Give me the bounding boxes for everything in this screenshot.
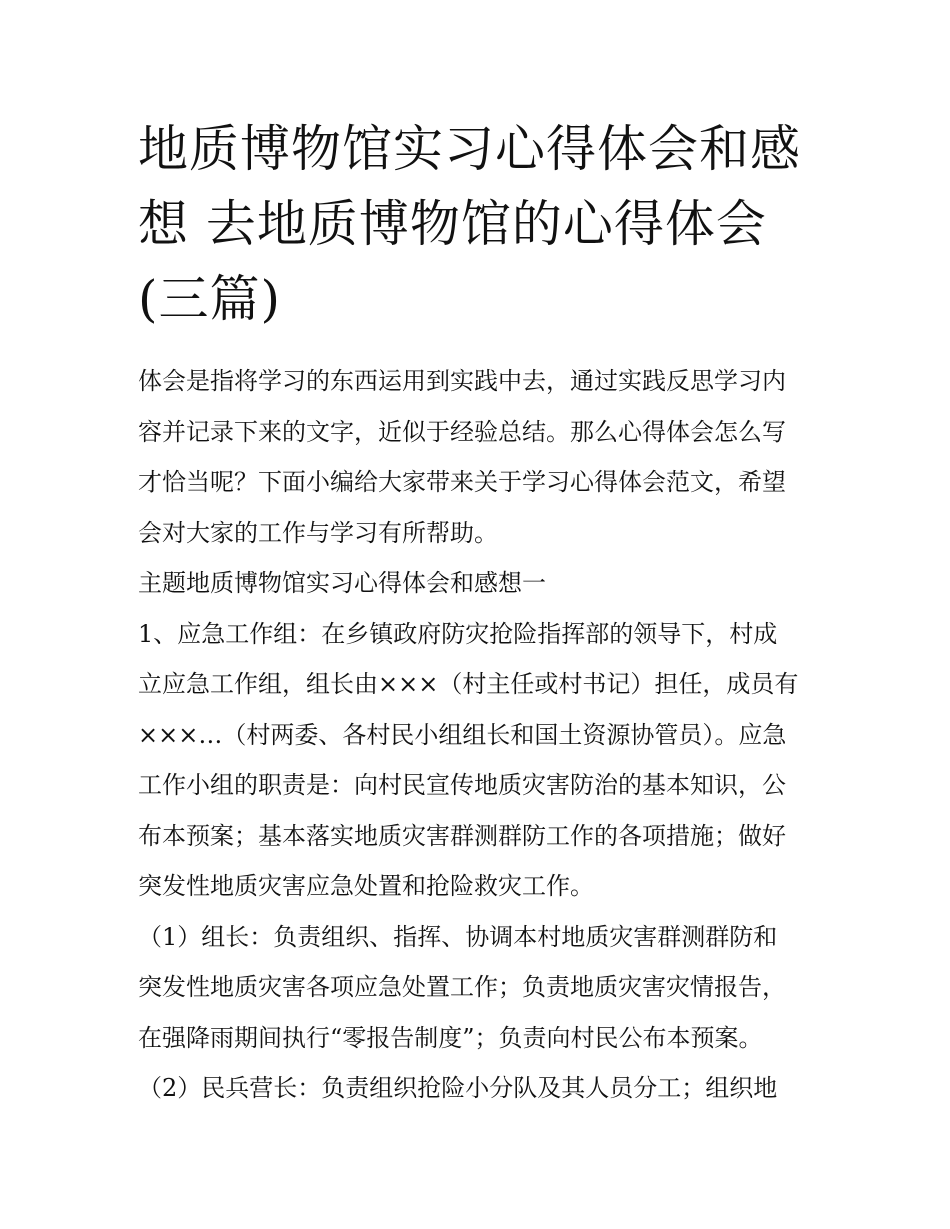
text-line: 在强降雨期间执行“零报告制度”；负责向村民公布本预案。 [138,1023,763,1052]
intro-paragraph [138,356,828,558]
text-line: （2）民兵营长：负责组织抢险小分队及其人员分工；组织地 [138,1074,778,1102]
text-line: （1）组长：负责组织、指挥、协调本村地质灾害群测群防和 [138,922,778,951]
text-line: 工作小组的职责是：向村民宣传地质灾害防治的基本知识，公 [138,771,786,799]
text-line: 容并记录下来的文字，近似于经验总结。那么心得体会怎么写 [138,417,786,446]
text-line: ×××…（村两委、各村民小组组长和国土资源协管员）。应急 [138,720,787,749]
title-line: (三篇) [138,270,282,328]
team-leader-paragraph [138,912,828,1064]
text-line: 突发性地质灾害各项应急处置工作；负责地质灾害灾情报告， [138,973,786,1001]
document-title [138,112,838,337]
text-line: 主题地质博物馆实习心得体会和感想一 [138,569,546,597]
text-line: 突发性地质灾害应急处置和抢险救灾工作。 [138,872,594,900]
emergency-team-paragraph [138,609,828,912]
text-line: 布本预案；基本落实地质灾害群测群防工作的各项措施；做好 [138,821,786,850]
text-line: 立应急工作组，组长由×××（村主任或村书记）担任，成员有 [138,670,799,698]
militia-commander-paragraph [138,1063,828,1114]
text-line: 才恰当呢？下面小编给大家带来关于学习心得体会范文，希望 [138,468,786,496]
title-line: 地质博物馆实习心得体会和感 [138,120,801,178]
title-line: 想 去地质博物馆的心得体会 [138,195,767,253]
text-line: 会对大家的工作与学习有所帮助。 [138,518,498,547]
section-heading [138,558,828,609]
text-line: 1、应急工作组：在乡镇政府防灾抢险指挥部的领导下，村成 [138,619,778,648]
text-line: 体会是指将学习的东西运用到实践中去，通过实践反思学习内 [138,367,786,395]
document-body [138,356,828,1114]
